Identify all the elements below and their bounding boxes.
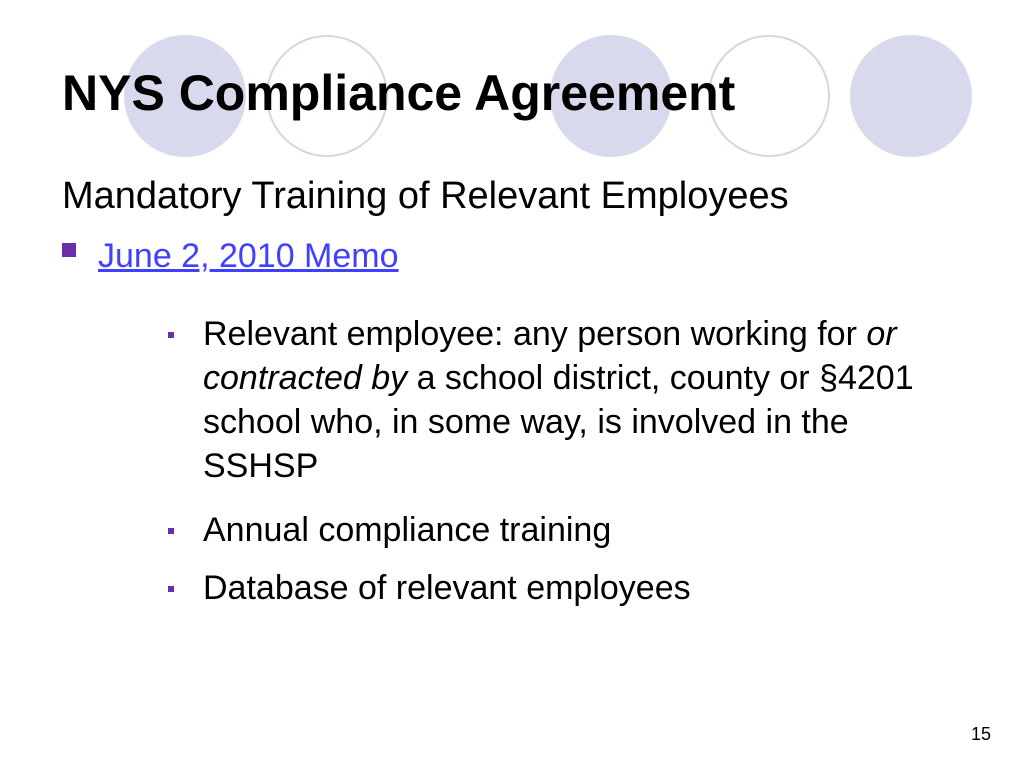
bullet-text-start: Relevant employee: any person working for <box>203 315 867 353</box>
list-item <box>162 312 962 488</box>
bullet-text-end: a school district, county or §4201 school who, in some way, is involved in the SSHSP <box>203 359 914 485</box>
list-item <box>162 508 962 552</box>
decorative-circle-filled <box>850 35 972 157</box>
sub-bullet-list <box>162 312 962 618</box>
list-item <box>162 566 962 610</box>
small-square-bullet-icon <box>168 332 174 338</box>
slide-subtitle: Mandatory Training of Relevant Employees <box>62 175 789 217</box>
small-square-bullet-icon <box>168 528 174 534</box>
memo-link[interactable]: June 2, 2010 Memo <box>98 237 399 275</box>
page-number: 15 <box>970 724 991 744</box>
square-bullet-icon <box>62 243 76 257</box>
small-square-bullet-icon <box>168 586 174 592</box>
bullet-text-italic: or contracted by <box>203 315 897 397</box>
bullet-text: Annual compliance training <box>203 511 612 549</box>
slide-title: NYS Compliance Agreement <box>62 65 736 121</box>
bullet-text: Database of relevant employees <box>203 569 691 607</box>
memo-bullet <box>62 236 399 277</box>
